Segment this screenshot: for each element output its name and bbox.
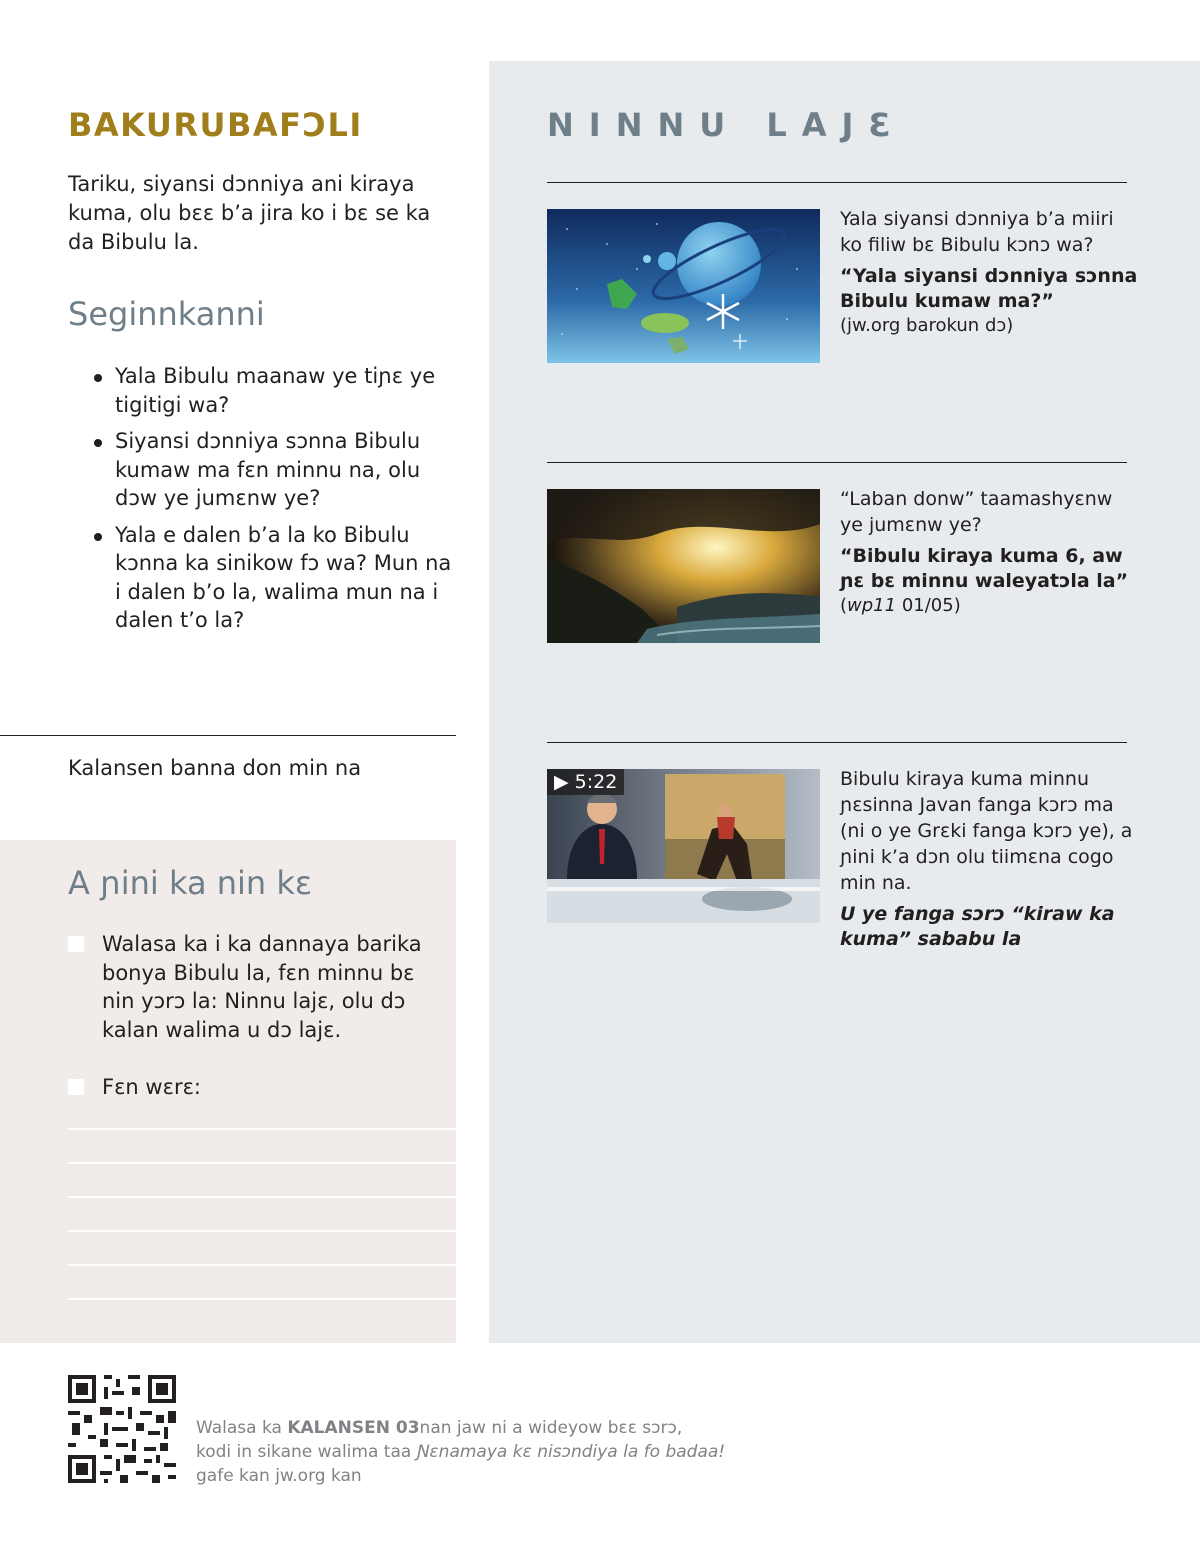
write-line[interactable] bbox=[68, 1264, 456, 1266]
questions-title: Seginnkanni bbox=[68, 295, 265, 333]
explore-item bbox=[840, 206, 1140, 338]
storm-sky-image bbox=[547, 489, 820, 643]
lesson-code: KALANSEN 03 bbox=[287, 1418, 420, 1438]
footer-text-part: kodi in sikane walima taa bbox=[196, 1442, 412, 1462]
summary-text: Tariku, siyansi dɔnniya ani kiraya kuma, olu bɛɛ b’a jira ko i bɛ se ka da Bibulu la. bbox=[68, 172, 431, 254]
explore-question: Bibulu kiraya kuma minnu ɲɛsinna Javan fanga kɔrɔ ma (ni o ye Grɛki fanga kɔrɔ ye), a ɲini k’a dɔn olu tiimɛna cogo min na. bbox=[840, 768, 1133, 894]
footer-text bbox=[196, 1416, 725, 1488]
source-issue: 01/05 bbox=[901, 595, 954, 616]
item-divider bbox=[547, 462, 1127, 463]
qr-code[interactable] bbox=[68, 1375, 176, 1483]
summary-title: BAKURUBAFƆLI bbox=[68, 106, 363, 144]
questions-list bbox=[92, 362, 462, 643]
question-item: Siyansi dɔnniya sɔnna Bibulu kumaw ma fɛn minnu na, olu dɔw ye jumɛnw ye? bbox=[92, 427, 462, 513]
explore-item bbox=[840, 766, 1140, 952]
space-illustration-thumbnail[interactable] bbox=[547, 209, 820, 363]
footer-line bbox=[196, 1440, 725, 1464]
video-thumbnail[interactable] bbox=[547, 769, 820, 923]
video-link[interactable]: U ye fanga sɔrɔ “kiraw ka kuma” sababu la bbox=[840, 903, 1115, 950]
footer-text-part: nan jaw ni a wideyow bɛɛ sɔrɔ, bbox=[419, 1418, 683, 1438]
try-title: A ɲini ka nin kɛ bbox=[68, 864, 313, 902]
source-publication: wp11 bbox=[847, 595, 897, 616]
explore-title: NINNU LAJƐ bbox=[547, 106, 906, 144]
footer-text-part: Walasa ka bbox=[196, 1418, 282, 1438]
source-text: (jw.org barokun dɔ) bbox=[840, 315, 1014, 336]
book-title: Ɲɛnamaya kɛ nisɔndiya la fo badaa! bbox=[416, 1442, 726, 1462]
checkbox[interactable] bbox=[68, 936, 84, 952]
task-text: Fɛn wɛrɛ: bbox=[102, 1075, 202, 1099]
task-item bbox=[68, 930, 428, 1044]
article-link[interactable]: “Yala siyansi dɔnniya sɔnna Bibulu kumaw ma?” bbox=[840, 265, 1138, 312]
question-item: Yala e dalen b’a la ko Bibulu kɔnna ka sinikow fɔ wa? Mun na i dalen b’o la, walima mun na i dalen t’o la? bbox=[92, 521, 462, 635]
landscape-thumbnail[interactable] bbox=[547, 489, 820, 643]
explore-question: Yala siyansi dɔnniya b’a miiri ko filiw bɛ Bibulu kɔnɔ wa? bbox=[840, 208, 1114, 256]
article-link[interactable]: “Bibulu kiraya kuma 6, aw ɲɛ bɛ minnu waleyatɔla la” bbox=[840, 545, 1129, 592]
question-item: Yala Bibulu maanaw ye tiɲɛ ye tigitigi wa? bbox=[92, 362, 462, 419]
item-divider bbox=[547, 182, 1127, 183]
planet-snowflake-image bbox=[547, 209, 820, 363]
footer-line bbox=[196, 1416, 725, 1440]
write-line[interactable] bbox=[68, 1298, 456, 1300]
checkbox[interactable] bbox=[68, 1079, 84, 1095]
item-divider bbox=[547, 742, 1127, 743]
date-label: Kalansen banna don min na bbox=[68, 756, 362, 780]
explore-question: “Laban donw” taamashyɛnw ye jumɛnw ye? bbox=[840, 488, 1113, 536]
task-text: Walasa ka i ka dannaya barika bonya Bibulu la, fɛn minnu bɛ nin yɔrɔ la: Ninnu lajɛ, olu dɔ kalan walima u dɔ lajɛ. bbox=[102, 932, 422, 1042]
write-line[interactable] bbox=[68, 1162, 456, 1164]
date-divider bbox=[0, 735, 456, 736]
write-line[interactable] bbox=[68, 1128, 456, 1130]
write-line[interactable] bbox=[68, 1230, 456, 1232]
qr-code-icon bbox=[68, 1375, 176, 1483]
write-line[interactable] bbox=[68, 1196, 456, 1198]
source-text: (wp11 01/05) bbox=[840, 595, 961, 616]
footer-line: gafe kan jw.org kan bbox=[196, 1466, 362, 1486]
explore-item bbox=[840, 486, 1140, 618]
video-duration: ▶ 5:22 bbox=[547, 769, 624, 795]
task-item bbox=[68, 1073, 428, 1102]
